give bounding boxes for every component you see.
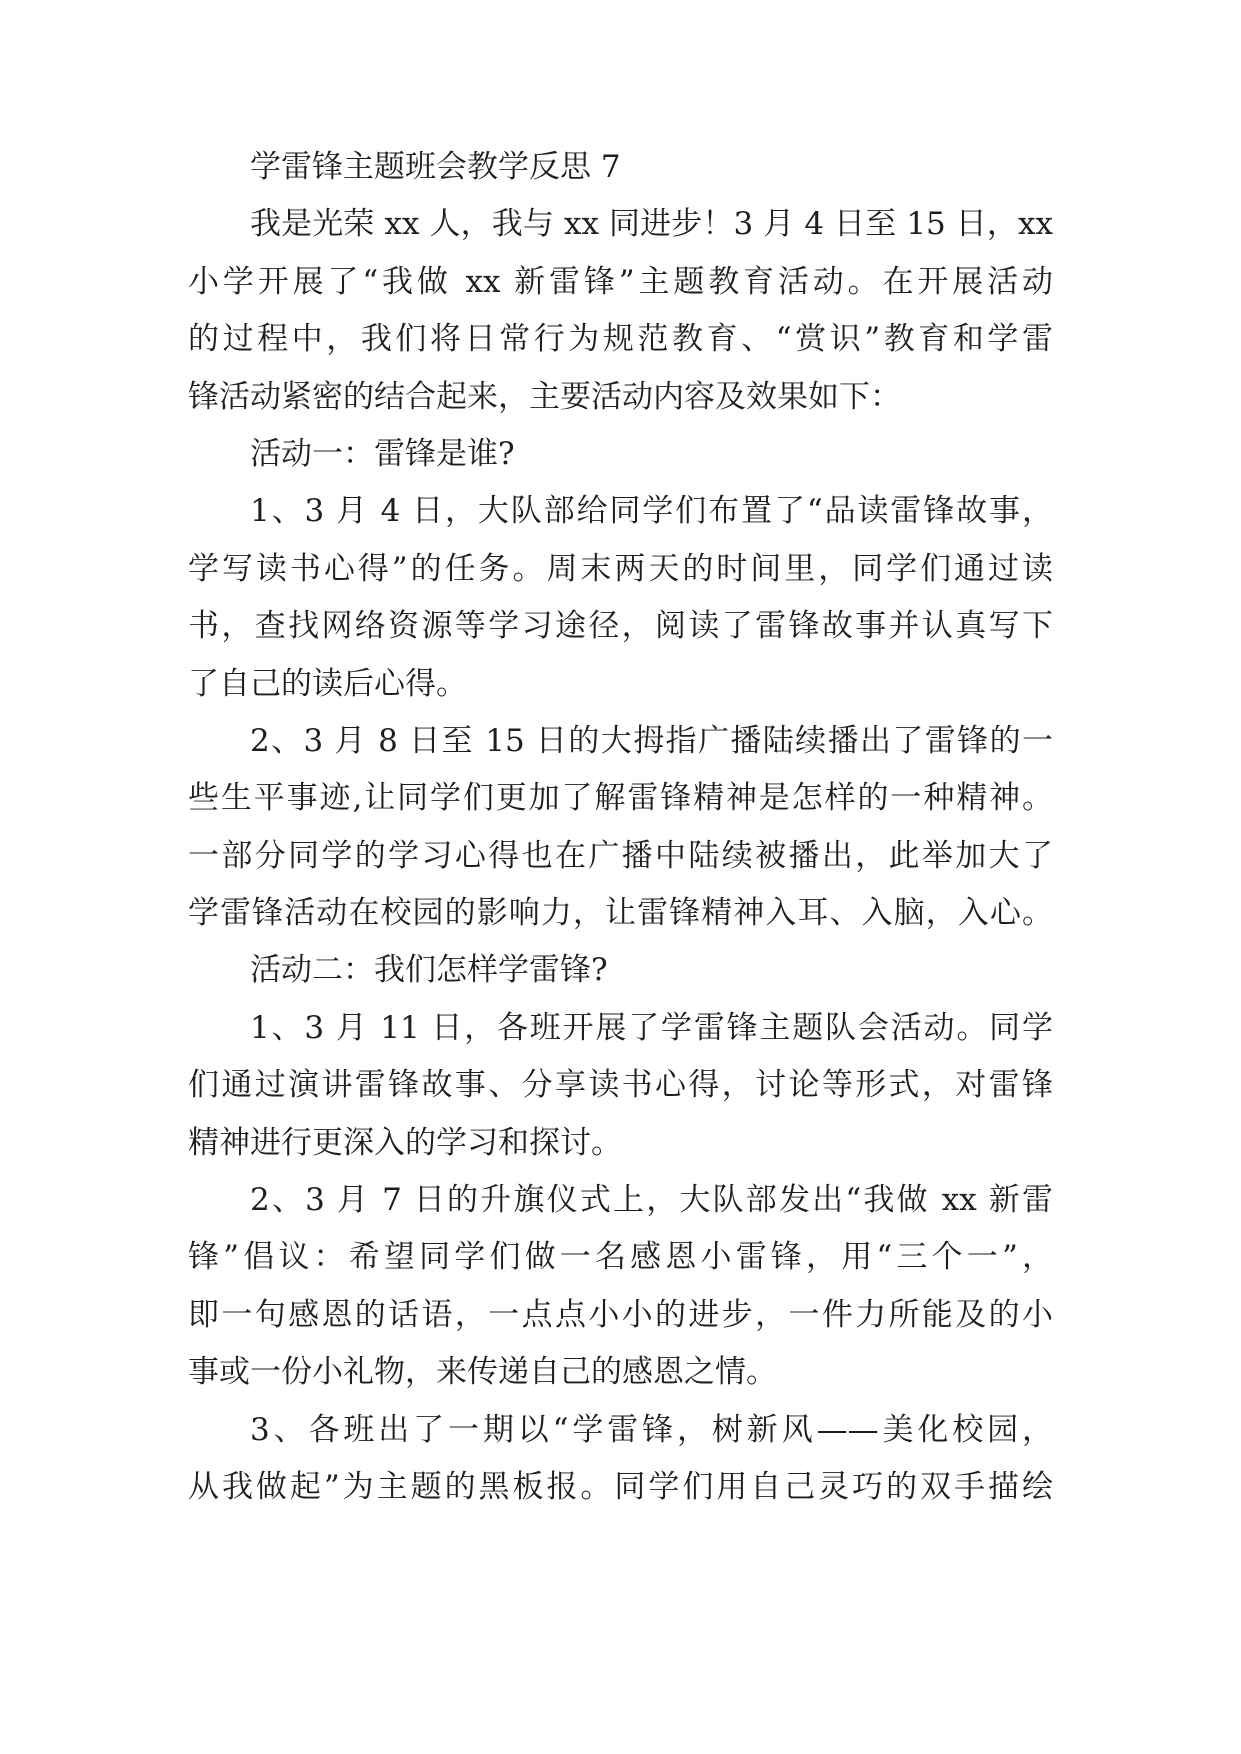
section-heading bbox=[188, 942, 1053, 999]
document-body bbox=[188, 139, 1053, 1516]
text-line: 书，查找网络资源等学习途径，阅读了雷锋故事并认真写下 bbox=[188, 608, 1053, 645]
text-line: 的过程中，我们将日常行为规范教育、“赏识”教育和学雷 bbox=[188, 321, 1053, 358]
section-heading bbox=[188, 426, 1053, 483]
text-line: 学写读书心得”的任务。周末两天的时间里，同学们通过读 bbox=[188, 550, 1053, 587]
text-line: 小学开展了“我做 xx 新雷锋”主题教育活动。在开展活动 bbox=[188, 263, 1053, 300]
text-line: 学雷锋活动在校园的影响力，让雷锋精神入耳、入脑，入心。 bbox=[188, 895, 1053, 932]
text-line: 活动一：雷锋是谁? bbox=[250, 435, 515, 472]
text-line: 精神进行更深入的学习和探讨。 bbox=[188, 1124, 622, 1161]
text-line: 锋”倡议：希望同学们做一名感恩小雷锋，用“三个一”， bbox=[188, 1239, 1053, 1276]
paragraph bbox=[188, 483, 1053, 713]
text-line: 一部分同学的学习心得也在广播中陆续被播出，此举加大了 bbox=[188, 837, 1053, 874]
paragraph bbox=[188, 1172, 1053, 1402]
text-line: 事或一份小礼物，来传递自己的感恩之情。 bbox=[188, 1354, 777, 1391]
text-line: 2、3 月 8 日至 15 日的大拇指广播陆续播出了雷锋的一 bbox=[250, 722, 1053, 759]
text-line: 锋活动紧密的结合起来，主要活动内容及效果如下： bbox=[188, 378, 901, 415]
text-line: 我是光荣 xx 人，我与 xx 同进步！3 月 4 日至 15 日，xx bbox=[250, 206, 1053, 243]
text-line: 了自己的读后心得。 bbox=[188, 665, 467, 702]
text-line: 即一句感恩的话语，一点点小小的进步，一件力所能及的小 bbox=[188, 1296, 1053, 1333]
paragraph bbox=[188, 1000, 1053, 1172]
text-line: 1、3 月 11 日，各班开展了学雷锋主题队会活动。同学 bbox=[250, 1009, 1053, 1046]
text-line: 从我做起”为主题的黑板报。同学们用自己灵巧的双手描绘 bbox=[188, 1468, 1053, 1505]
text-line: 2、3 月 7 日的升旗仪式上，大队部发出“我做 xx 新雷 bbox=[250, 1182, 1053, 1219]
text-line: 些生平事迹,让同学们更加了解雷锋精神是怎样的一种精神。 bbox=[188, 780, 1053, 817]
text-line: 3、各班出了一期以“学雷锋，树新风——美化校园， bbox=[250, 1411, 1053, 1448]
paragraph bbox=[188, 713, 1053, 943]
text-line: 活动二：我们怎样学雷锋? bbox=[250, 952, 608, 989]
text-line: 们通过演讲雷锋故事、分享读书心得，讨论等形式，对雷锋 bbox=[188, 1067, 1053, 1104]
paragraph bbox=[188, 196, 1053, 426]
text-line: 1、3 月 4 日，大队部给同学们布置了“品读雷锋故事， bbox=[250, 493, 1053, 530]
paragraph bbox=[188, 1402, 1053, 1517]
document-title: 学雷锋主题班会教学反思 7 bbox=[250, 149, 621, 185]
